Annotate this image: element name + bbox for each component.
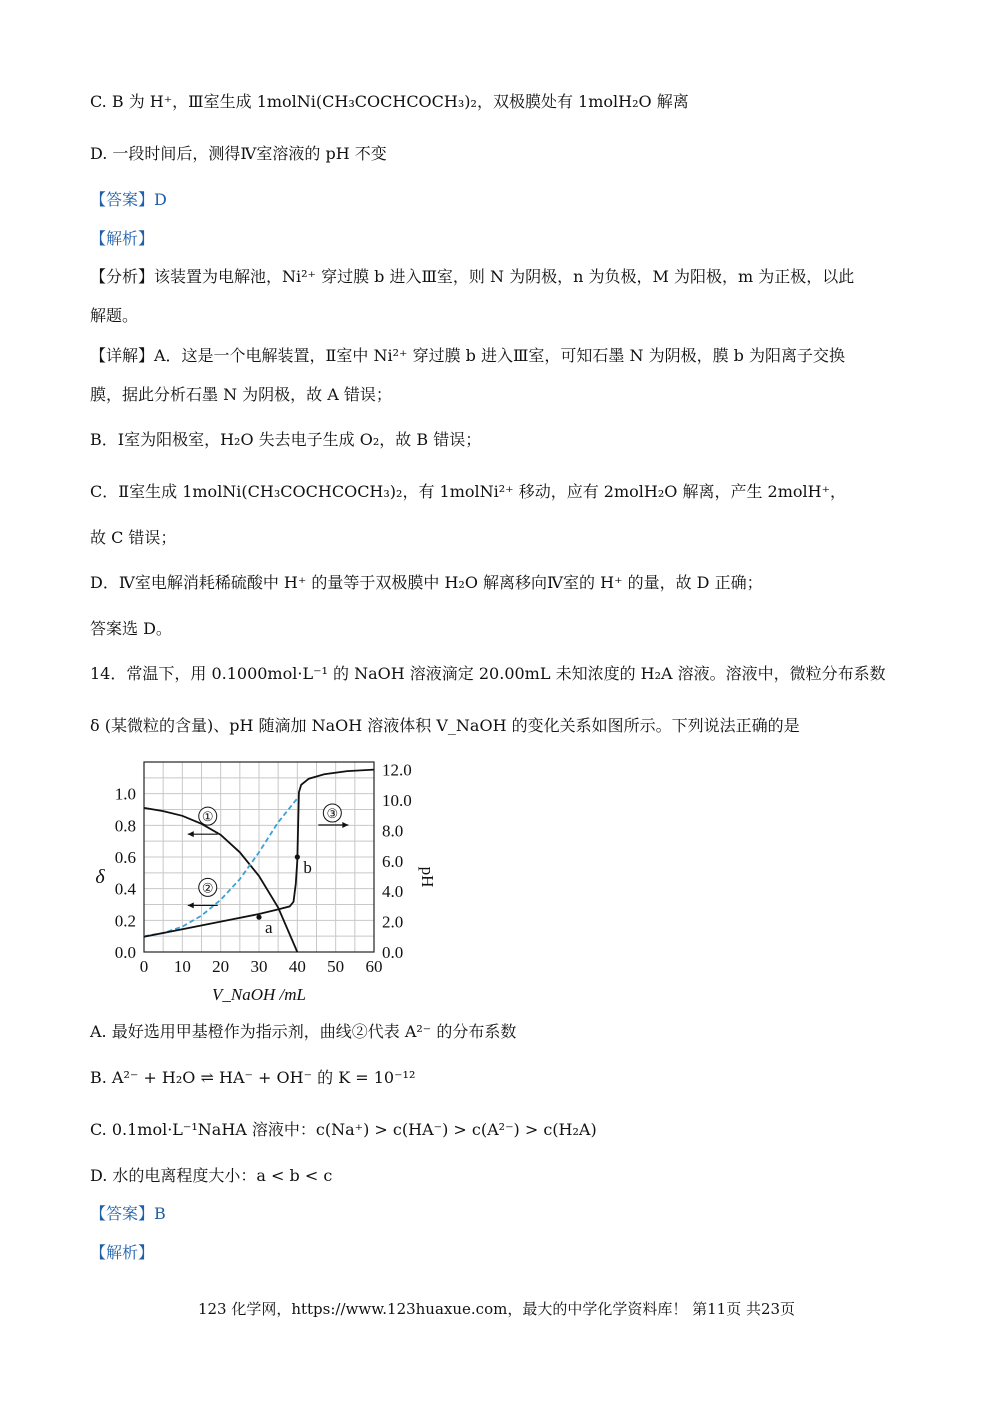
y-left-tick-label: 0.6 xyxy=(114,848,136,867)
x-tick-label: 30 xyxy=(250,957,268,976)
curve-label-arrowhead xyxy=(188,902,194,908)
option-c: C. B 为 H⁺，Ⅲ室生成 1molNi(CH₃COCHCOCH₃)₂，双极膜处有 1molH₂O 解离 xyxy=(90,92,689,111)
curve-label-arrowhead xyxy=(342,822,348,828)
option-d: D. 一段时间后，测得Ⅳ室溶液的 pH 不变 xyxy=(90,144,387,163)
detail-text-c: C．Ⅱ室生成 1molNi(CH₃COCHCOCH₃)₂，有 1molNi²⁺ 移动，应有 2molH₂O 解离，产生 2molH⁺， xyxy=(90,482,847,501)
analysis-label: 【解析】 xyxy=(90,229,155,248)
curve-label: ③ xyxy=(326,806,339,821)
y-right-tick-label: 8.0 xyxy=(382,821,404,841)
detail-text-d: D．Ⅳ室电解消耗稀硫酸中 H⁺ 的量等于双极膜中 H₂O 解离移向Ⅳ室的 H⁺ 的量，故 D 正确； xyxy=(90,573,763,592)
x-tick-label: 20 xyxy=(212,957,230,976)
point-marker xyxy=(256,915,261,920)
y-right-axis-label: pH xyxy=(418,866,437,888)
question-14-stem-1: 14．常温下，用 0.1000mol·L⁻¹ 的 NaOH 溶液滴定 20.00mL 未知浓度的 H₂A 溶液。溶液中，微粒分布系数 xyxy=(90,664,886,683)
y-left-tick-label: 0.0 xyxy=(114,943,136,962)
x-tick-label: 10 xyxy=(173,957,191,976)
y-left-axis-label: δ xyxy=(95,866,105,888)
y-right-tick-label: 10.0 xyxy=(382,791,412,810)
y-right-tick-label: 4.0 xyxy=(382,882,404,902)
detail-text-2: 膜，据此分析石墨 N 为阴极，故 A 错误； xyxy=(90,385,392,404)
y-left-tick-label: 0.2 xyxy=(114,911,136,931)
x-tick-label: 40 xyxy=(288,957,306,976)
q14-option-c: C. 0.1mol·L⁻¹NaHA 溶液中：c(Na⁺) > c(HA⁻) > c(A²⁻) > c(H₂A) xyxy=(90,1120,597,1139)
curve-label-arrowhead xyxy=(188,831,194,837)
point-label: a xyxy=(265,918,273,938)
q14-analysis-label: 【解析】 xyxy=(90,1243,155,1262)
curve-label: ① xyxy=(201,809,214,825)
y-left-tick-label: 1.0 xyxy=(114,784,136,804)
y-right-tick-label: 2.0 xyxy=(382,912,404,932)
x-axis-label: V_NaOH /mL xyxy=(212,985,306,1004)
answer-choice: 答案选 D。 xyxy=(90,619,172,638)
y-right-tick-label: 12.0 xyxy=(382,760,412,780)
y-right-tick-label: 0.0 xyxy=(382,943,404,962)
q14-option-b: B. A²⁻ + H₂O ⇌ HA⁻ + OH⁻ 的 K = 10⁻¹² xyxy=(90,1068,416,1087)
analysis-text-1: 【分析】该装置为电解池，Ni²⁺ 穿过膜 b 进入Ⅲ室，则 N 为阴极，n 为负极，M 为阳极，m 为正极，以此 xyxy=(90,267,855,286)
point-marker xyxy=(295,854,300,859)
q14-option-d: D. 水的电离程度大小：a < b < c xyxy=(90,1166,333,1185)
y-left-tick-label: 0.4 xyxy=(114,879,136,899)
curve-label: ② xyxy=(201,880,214,896)
detail-text-b: B．Ⅰ室为阳极室，H₂O 失去电子生成 O₂，故 B 错误； xyxy=(90,430,482,449)
y-right-tick-label: 6.0 xyxy=(382,851,404,871)
analysis-text-2: 解题。 xyxy=(90,306,139,325)
detail-text-1: 【详解】A．这是一个电解装置，Ⅱ室中 Ni²⁺ 穿过膜 b 进入Ⅲ室，可知石墨 N 为阴极，膜 b 为阳离子交换 xyxy=(90,346,846,365)
answer-label: 【答案】D xyxy=(90,190,167,209)
titration-chart xyxy=(88,752,437,1012)
point-label: b xyxy=(303,858,312,877)
detail-text-c2: 故 C 错误； xyxy=(90,528,177,547)
q14-answer-label: 【答案】B xyxy=(90,1204,166,1223)
x-tick-label: 50 xyxy=(327,957,345,976)
q14-option-a: A. 最好选用甲基橙作为指示剂，曲线②代表 A²⁻ 的分布系数 xyxy=(90,1022,517,1041)
page-footer: 123 化学网，https://www.123huaxue.com，最大的中学化学资料库！ 第11页 共23页 xyxy=(197,1300,796,1318)
y-left-tick-label: 0.8 xyxy=(114,816,136,836)
question-14-stem-2: δ (某微粒的含量)、pH 随滴加 NaOH 溶液体积 V_NaOH 的变化关系如图所示。下列说法正确的是 xyxy=(90,716,800,735)
x-tick-label: 60 xyxy=(365,957,383,976)
x-tick-label: 0 xyxy=(139,957,149,976)
